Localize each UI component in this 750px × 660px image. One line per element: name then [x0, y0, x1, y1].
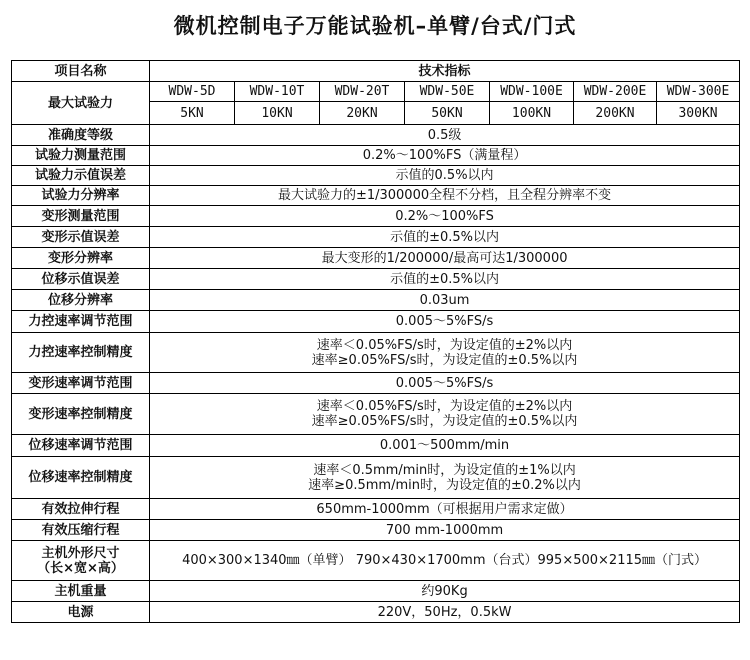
row-value-line: 速率＜0.05%FS/s时，为设定值的±2%以内	[316, 337, 573, 353]
table-row	[12, 520, 740, 541]
header-spec: 技术指标	[150, 61, 740, 82]
table-row	[12, 602, 740, 623]
row-label: 电源	[12, 602, 150, 623]
row-value	[150, 457, 740, 499]
table-row	[12, 227, 740, 248]
row-label: 试验力分辨率	[12, 186, 150, 206]
model-cell: WDW-200E	[574, 82, 657, 102]
row-value	[150, 394, 740, 435]
row-value: 示值的±0.5%以内	[150, 227, 740, 248]
row-label: 位移速率控制精度	[12, 457, 150, 499]
capacity-label: 最大试验力	[12, 82, 150, 125]
row-label: 力控速率控制精度	[12, 333, 150, 373]
row-value: 0.001～500mm/min	[150, 435, 740, 457]
row-value-line: 速率＜0.5mm/min时，为设定值的±1%以内	[313, 462, 576, 478]
row-label: 变形测量范围	[12, 206, 150, 227]
row-value-line: 速率≥0.05%FS/s时，为设定值的±0.5%以内	[311, 352, 578, 368]
model-cell: WDW-10T	[235, 82, 320, 102]
row-label: 主机重量	[12, 581, 150, 602]
row-value: 约90Kg	[150, 581, 740, 602]
row-value: 220V，50Hz，0.5kW	[150, 602, 740, 623]
row-label: 变形示值误差	[12, 227, 150, 248]
row-value-line: 速率≥0.05%FS/s时，为设定值的±0.5%以内	[311, 414, 578, 429]
table-row	[12, 311, 740, 333]
row-value: 0.03um	[150, 290, 740, 311]
row-label-line: （长×宽×高）	[37, 560, 124, 576]
row-value	[150, 333, 740, 373]
row-value: 0.2%～100%FS（满量程）	[150, 146, 740, 166]
row-label: 力控速率调节范围	[12, 311, 150, 333]
row-value: 0.2%～100%FS	[150, 206, 740, 227]
row-label: 有效压缩行程	[12, 520, 150, 541]
row-label: 有效拉伸行程	[12, 499, 150, 520]
table-row	[12, 166, 740, 186]
row-value: 0.5级	[150, 125, 740, 146]
table-row	[12, 186, 740, 206]
table-row	[12, 269, 740, 290]
table-row	[12, 435, 740, 457]
table-row	[12, 146, 740, 166]
table-row	[12, 581, 740, 602]
row-label	[12, 541, 150, 581]
row-label: 位移分辨率	[12, 290, 150, 311]
capacity-cell: 100KN	[490, 102, 574, 125]
capacity-cell: 5KN	[150, 102, 235, 125]
header-item-name: 项目名称	[12, 61, 150, 82]
capacity-cell: 50KN	[405, 102, 490, 125]
table-row	[12, 206, 740, 227]
row-label-line: 主机外形尺寸	[41, 545, 120, 561]
capacity-cell: 20KN	[320, 102, 405, 125]
table-row	[12, 373, 740, 394]
row-label: 试验力示值误差	[12, 166, 150, 186]
model-cell: WDW-50E	[405, 82, 490, 102]
row-value: 650mm-1000mm（可根据用户需求定做）	[150, 499, 740, 520]
row-value: 700 mm-1000mm	[150, 520, 740, 541]
spec-table	[11, 60, 740, 623]
row-label: 变形速率调节范围	[12, 373, 150, 394]
table-row	[12, 248, 740, 269]
model-cell: WDW-20T	[320, 82, 405, 102]
capacity-cell: 200KN	[574, 102, 657, 125]
row-value: 示值的±0.5%以内	[150, 269, 740, 290]
row-value: 示值的0.5%以内	[150, 166, 740, 186]
page-title: 微机控制电子万能试验机–单臂/台式/门式	[173, 14, 577, 38]
table-row	[12, 125, 740, 146]
row-value-line: 速率＜0.05%FS/s时，为设定值的±2%以内	[316, 399, 573, 414]
row-value: 0.005～5%FS/s	[150, 373, 740, 394]
row-value: 最大试验力的±1/300000全程不分档，且全程分辨率不变	[150, 186, 740, 206]
row-value: 最大变形的1/200000/最高可达1/300000	[150, 248, 740, 269]
model-cell: WDW-100E	[490, 82, 574, 102]
model-cell: WDW-300E	[657, 82, 740, 102]
row-label: 位移速率调节范围	[12, 435, 150, 457]
row-value-line: 速率≥0.5mm/min时，为设定值的±0.2%以内	[308, 477, 581, 493]
capacity-models-row	[12, 82, 740, 102]
capacity-cell: 300KN	[657, 102, 740, 125]
row-value: 0.005～5%FS/s	[150, 311, 740, 333]
row-label: 试验力测量范围	[12, 146, 150, 166]
model-cell: WDW-5D	[150, 82, 235, 102]
table-row	[12, 541, 740, 581]
table-row	[12, 457, 740, 499]
row-label: 变形速率控制精度	[12, 394, 150, 435]
table-row	[12, 499, 740, 520]
table-row	[12, 333, 740, 373]
row-label: 位移示值误差	[12, 269, 150, 290]
table-row	[12, 290, 740, 311]
row-value: 400×300×1340㎜（单臂） 790×430×1700mm（台式）995×500×2115㎜（门式）	[150, 541, 740, 581]
header-row	[12, 61, 740, 82]
row-label: 变形分辨率	[12, 248, 150, 269]
row-label: 准确度等级	[12, 125, 150, 146]
capacity-cell: 10KN	[235, 102, 320, 125]
table-row	[12, 394, 740, 435]
